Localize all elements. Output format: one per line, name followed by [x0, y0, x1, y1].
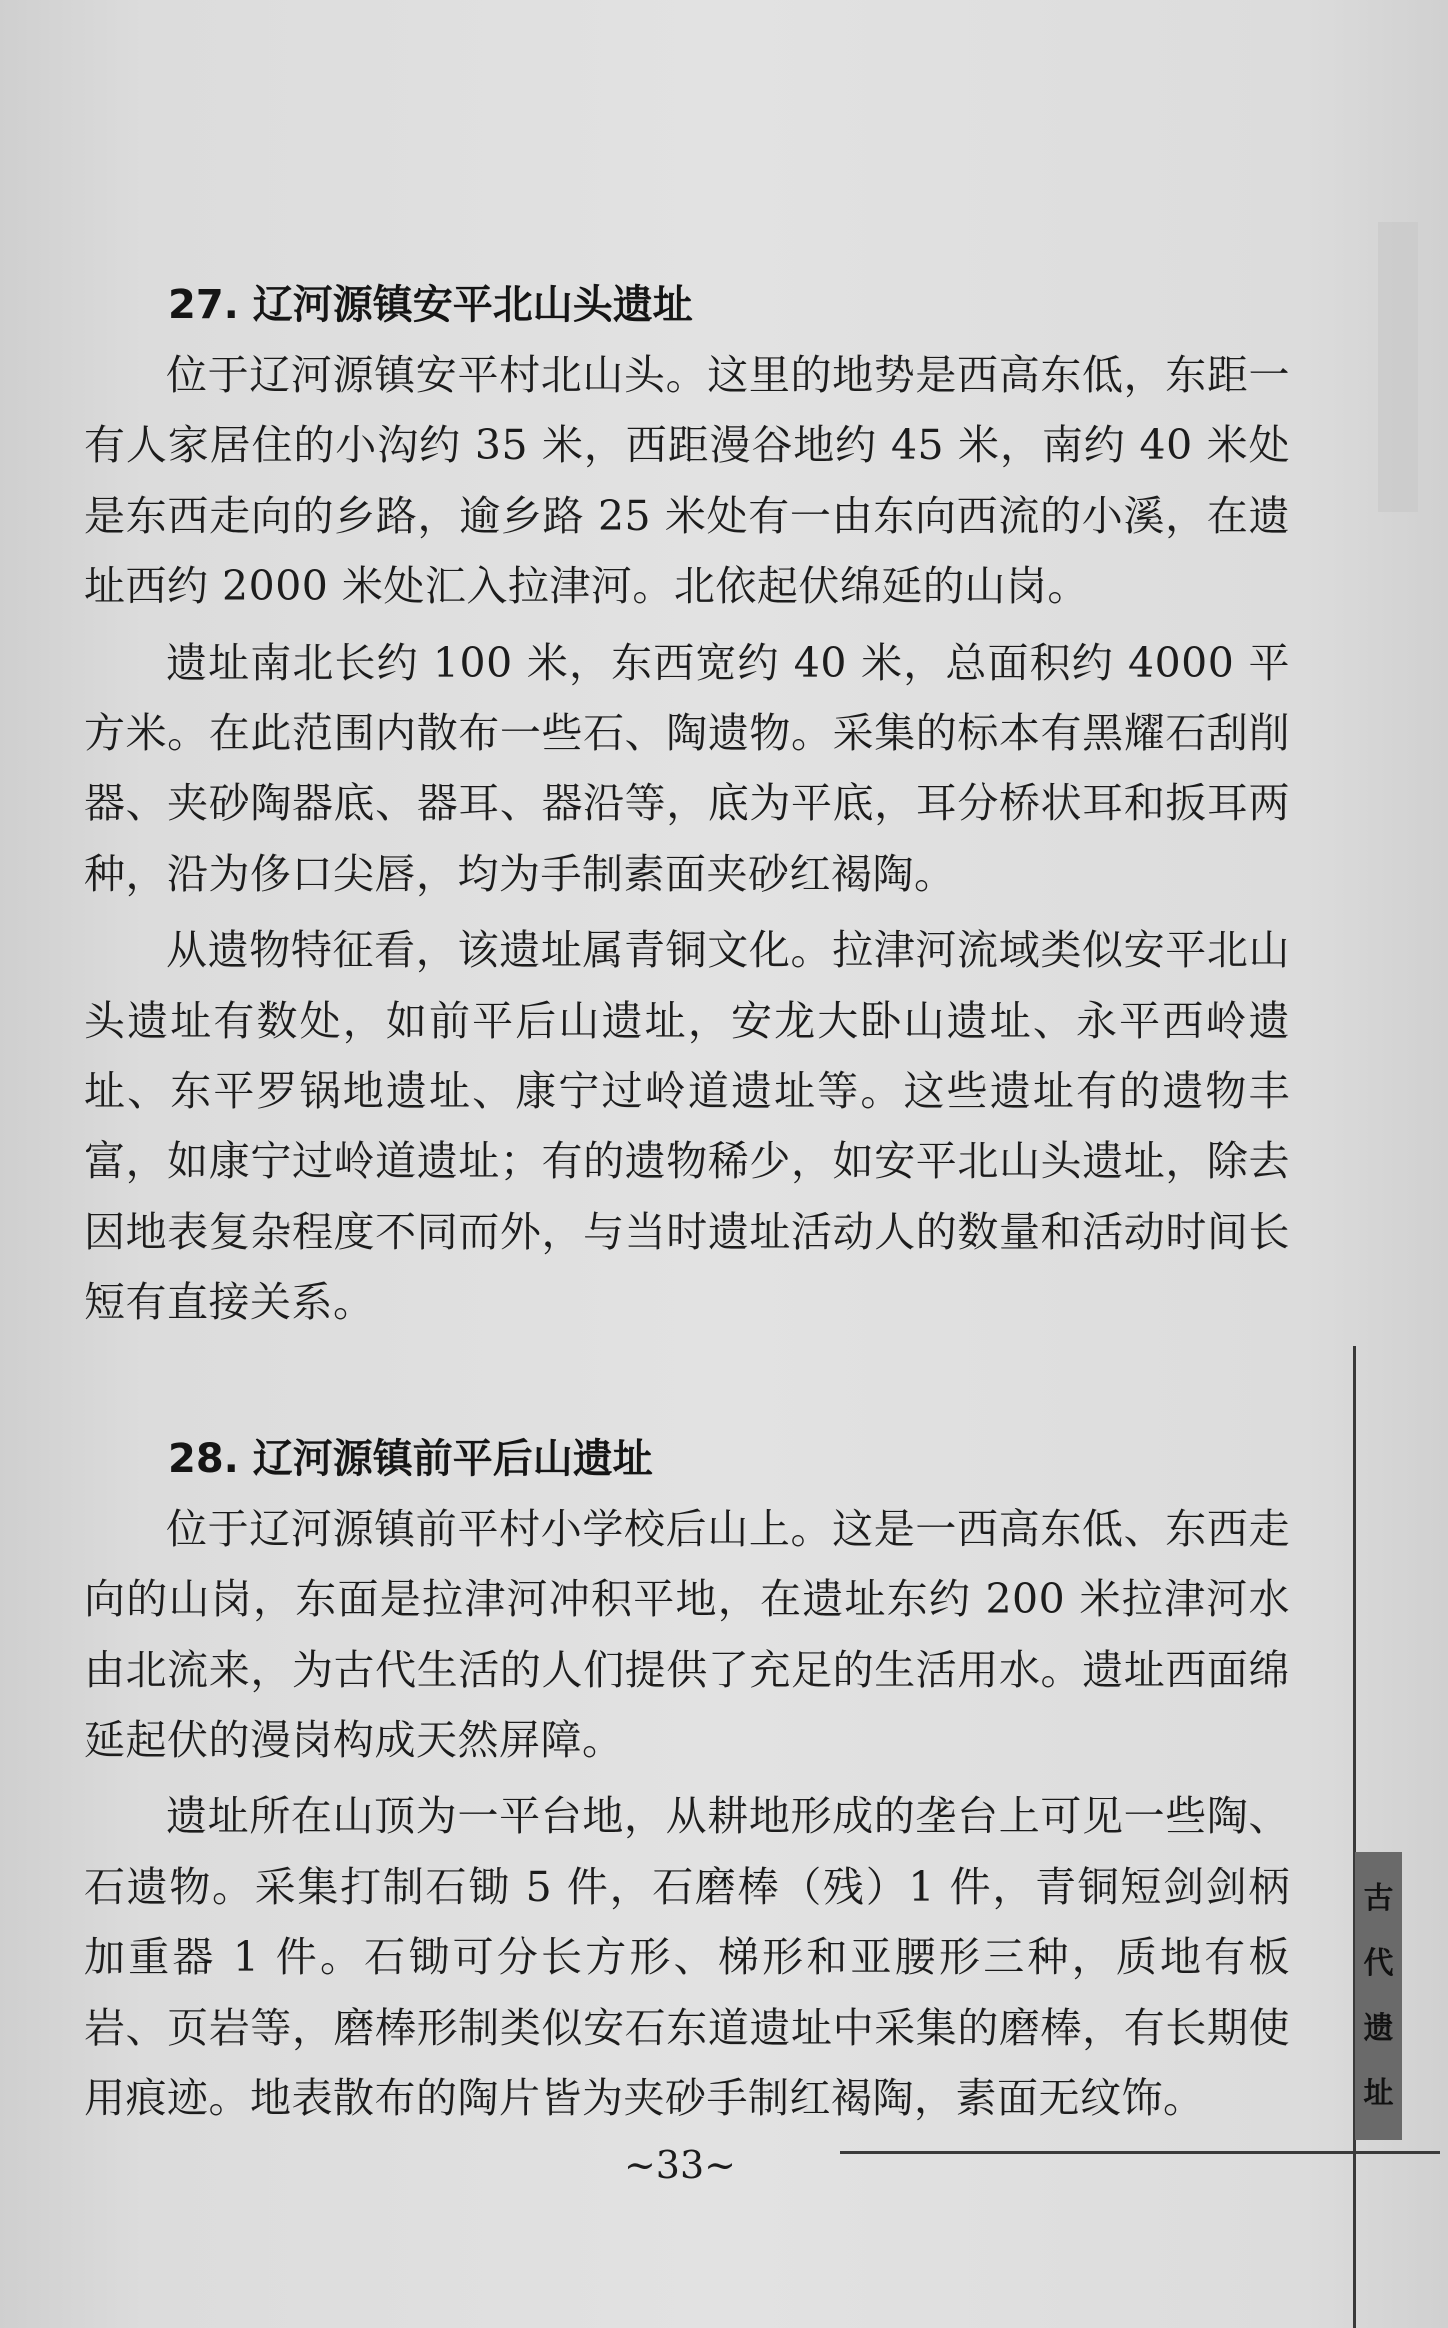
paragraph: 从遗物特征看，该遗址属青铜文化。拉津河流域类似安平北山头遗址有数处，如前平后山遗址，安龙大卧山遗址、永平西岭遗址、东平罗锅地遗址、康宁过岭道遗址等。这些遗址有的遗物丰富，如康宁过岭道遗址；有的遗物稀少，如安平北山头遗址，除去因地表复杂程度不同而外，与当时遗址活动人的数量和活动时间长短有直接关系。 [84, 926, 1290, 1327]
chapter-side-tab [1355, 1852, 1402, 2140]
paragraph: 遗址所在山顶为一平台地，从耕地形成的垄台上可见一些陶、石遗物。采集打制石锄 5 件，石磨棒（残）1 件，青铜短剑剑柄加重器 1 件。石锄可分长方形、梯形和亚腰形三种，质地有板岩、页岩等，磨棒形制类似安石东道遗址中采集的磨棒，有长期使用痕迹。地表散布的陶片皆为夹砂手制红褐陶，素面无纹饰。 [84, 1792, 1290, 2122]
page-number: ~33~ [623, 2143, 737, 2187]
side-tab-char: 址 [1363, 2075, 1394, 2111]
paragraph: 位于辽河源镇安平村北山头。这里的地势是西高东低，东距一有人家居住的小沟约 35 米，西距漫谷地约 45 米，南约 40 米处是东西走向的乡路，逾乡路 25 米处有一由东向西流的小溪，在遗址西约 2000 米处汇入拉津河。北依起伏绵延的山岗。 [84, 351, 1290, 611]
section-title-27: 27. 辽河源镇安平北山头遗址 [168, 282, 693, 328]
side-tab-char: 代 [1363, 1945, 1394, 1981]
side-tab-char: 遗 [1363, 2010, 1394, 2046]
footer-rule [840, 2151, 1440, 2154]
side-tab-char: 古 [1363, 1880, 1394, 1916]
paragraph: 位于辽河源镇前平村小学校后山上。这是一西高东低、东西走向的山岗，东面是拉津河冲积平地，在遗址东约 200 米拉津河水由北流来，为古代生活的人们提供了充足的生活用水。遗址西面绵延起伏的漫岗构成天然屏障。 [84, 1504, 1290, 1764]
bleed-through-tab [1378, 222, 1418, 512]
paragraph: 遗址南北长约 100 米，东西宽约 40 米，总面积约 4000 平方米。在此范围内散布一些石、陶遗物。采集的标本有黑耀石刮削器、夹砂陶器底、器耳、器沿等，底为平底，耳分桥状耳和扳耳两种，沿为侈口尖唇，均为手制素面夹砂红褐陶。 [84, 638, 1290, 898]
section-title-28: 28. 辽河源镇前平后山遗址 [168, 1435, 653, 1482]
side-rule [1353, 1346, 1356, 2328]
page-content [84, 270, 1290, 2133]
